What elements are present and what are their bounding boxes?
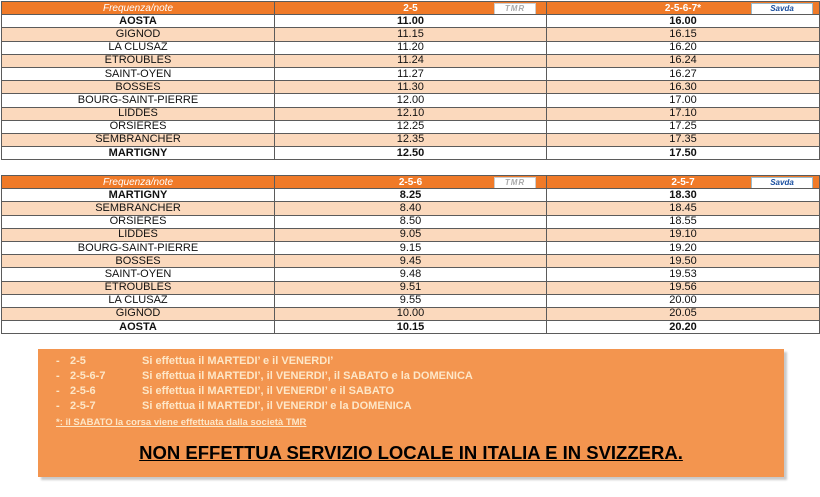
stop-name: GIGNOD bbox=[2, 307, 275, 320]
stop-name: GIGNOD bbox=[2, 28, 275, 41]
stop-name: MARTIGNY bbox=[2, 147, 275, 160]
note-line: - 2-5-7 Si effettua il MARTEDI’, il VENERDI’ e la DOMENICA bbox=[56, 400, 412, 412]
departure-time: 9.05 bbox=[275, 228, 547, 241]
departure-time: 16.20 bbox=[547, 41, 820, 54]
departure-time: 9.55 bbox=[275, 294, 547, 307]
departure-time: 20.05 bbox=[547, 307, 820, 320]
savda-logo: Savda bbox=[751, 177, 813, 189]
stop-name: BOSSES bbox=[2, 81, 275, 94]
tmr-logo: TMR bbox=[494, 177, 536, 189]
departure-time: 8.50 bbox=[275, 215, 547, 228]
departure-time: 19.20 bbox=[547, 241, 820, 254]
table-row bbox=[2, 107, 820, 120]
tmr-saturday-note: *: il SABATO la corsa viene effettuata dalla società TMR bbox=[56, 417, 307, 428]
table-row bbox=[2, 147, 820, 160]
stop-name: ORSIERES bbox=[2, 215, 275, 228]
departure-time: 11.30 bbox=[275, 81, 547, 94]
table-row bbox=[2, 307, 820, 320]
stop-name: LIDDES bbox=[2, 228, 275, 241]
departure-time: 12.25 bbox=[275, 120, 547, 133]
stop-name: LA CLUSAZ bbox=[2, 41, 275, 54]
table-row bbox=[2, 81, 820, 94]
savda-logo: Savda bbox=[751, 3, 813, 15]
table-row bbox=[2, 321, 820, 334]
tmr-logo: TMR bbox=[494, 3, 536, 15]
departure-time: 16.27 bbox=[547, 67, 820, 80]
stop-name: ORSIERES bbox=[2, 120, 275, 133]
departure-time: 17.00 bbox=[547, 94, 820, 107]
departure-time: 17.25 bbox=[547, 120, 820, 133]
departure-time: 20.00 bbox=[547, 294, 820, 307]
table-row bbox=[2, 202, 820, 215]
table-row bbox=[2, 94, 820, 107]
header-days-col2: 2-5-6 TMR bbox=[275, 176, 547, 189]
stop-name: SAINT-OYEN bbox=[2, 67, 275, 80]
departure-time: 18.45 bbox=[547, 202, 820, 215]
table-row bbox=[2, 67, 820, 80]
header-days-col3: 2-5-6-7* Savda bbox=[547, 2, 820, 15]
departure-time: 10.15 bbox=[275, 321, 547, 334]
stop-name: ETROUBLES bbox=[2, 54, 275, 67]
departure-time: 11.20 bbox=[275, 41, 547, 54]
table-row bbox=[2, 15, 820, 28]
table-row bbox=[2, 255, 820, 268]
note-line: - 2-5 Si effettua il MARTEDI’ e il VENERDI’ bbox=[56, 355, 334, 367]
table-row bbox=[2, 54, 820, 67]
no-local-service-notice: NON EFFETTUA SERVIZIO LOCALE IN ITALIA E IN SVIZZERA. bbox=[139, 442, 683, 463]
table-row bbox=[2, 228, 820, 241]
table-row bbox=[2, 28, 820, 41]
stop-name: SAINT-OYEN bbox=[2, 268, 275, 281]
stop-name: LA CLUSAZ bbox=[2, 294, 275, 307]
departure-time: 11.00 bbox=[275, 15, 547, 28]
departure-time: 9.15 bbox=[275, 241, 547, 254]
departure-time: 16.00 bbox=[547, 15, 820, 28]
stop-name: BOSSES bbox=[2, 255, 275, 268]
departure-time: 11.24 bbox=[275, 54, 547, 67]
departure-time: 16.15 bbox=[547, 28, 820, 41]
departure-time: 12.00 bbox=[275, 94, 547, 107]
departure-time: 9.48 bbox=[275, 268, 547, 281]
table-row bbox=[2, 215, 820, 228]
departure-time: 12.10 bbox=[275, 107, 547, 120]
note-line: - 2-5-6-7 Si effettua il MARTEDI’, il VENERDI’, il SABATO e la DOMENICA bbox=[56, 370, 473, 382]
timetable-aosta-martigny bbox=[1, 1, 820, 160]
table-row bbox=[2, 120, 820, 133]
notes-box bbox=[38, 349, 784, 477]
departure-time: 11.27 bbox=[275, 67, 547, 80]
header-row bbox=[2, 176, 820, 189]
departure-time: 8.25 bbox=[275, 189, 547, 202]
departure-time: 18.55 bbox=[547, 215, 820, 228]
table-row bbox=[2, 133, 820, 146]
departure-time: 16.30 bbox=[547, 81, 820, 94]
departure-time: 11.15 bbox=[275, 28, 547, 41]
timetable-martigny-aosta bbox=[1, 175, 820, 334]
header-row bbox=[2, 2, 820, 15]
table-row bbox=[2, 268, 820, 281]
note-line: - 2-5-6 Si effettua il MARTEDI’, il VENERDI’ e il SABATO bbox=[56, 385, 395, 397]
departure-time: 17.35 bbox=[547, 133, 820, 146]
header-frequency-label: Frequenza/note bbox=[2, 2, 275, 15]
stop-name: MARTIGNY bbox=[2, 189, 275, 202]
departure-time: 20.20 bbox=[547, 321, 820, 334]
stop-name: LIDDES bbox=[2, 107, 275, 120]
stop-name: AOSTA bbox=[2, 321, 275, 334]
departure-time: 19.50 bbox=[547, 255, 820, 268]
departure-time: 19.53 bbox=[547, 268, 820, 281]
stop-name: BOURG-SAINT-PIERRE bbox=[2, 241, 275, 254]
table-row bbox=[2, 294, 820, 307]
stop-name: BOURG-SAINT-PIERRE bbox=[2, 94, 275, 107]
header-days-col3: 2-5-7 Savda bbox=[547, 176, 820, 189]
stop-name: SEMBRANCHER bbox=[2, 202, 275, 215]
departure-time: 17.50 bbox=[547, 147, 820, 160]
table-row bbox=[2, 281, 820, 294]
stop-name: SEMBRANCHER bbox=[2, 133, 275, 146]
departure-time: 18.30 bbox=[547, 189, 820, 202]
stop-name: AOSTA bbox=[2, 15, 275, 28]
departure-time: 16.24 bbox=[547, 54, 820, 67]
table-row bbox=[2, 241, 820, 254]
departure-time: 9.45 bbox=[275, 255, 547, 268]
departure-time: 17.10 bbox=[547, 107, 820, 120]
departure-time: 9.51 bbox=[275, 281, 547, 294]
table-row bbox=[2, 189, 820, 202]
header-frequency-label: Frequenza/note bbox=[2, 176, 275, 189]
departure-time: 12.50 bbox=[275, 147, 547, 160]
table-row bbox=[2, 41, 820, 54]
header-days-col2: 2-5 TMR bbox=[275, 2, 547, 15]
departure-time: 19.56 bbox=[547, 281, 820, 294]
departure-time: 12.35 bbox=[275, 133, 547, 146]
departure-time: 10.00 bbox=[275, 307, 547, 320]
departure-time: 8.40 bbox=[275, 202, 547, 215]
departure-time: 19.10 bbox=[547, 228, 820, 241]
stop-name: ETROUBLES bbox=[2, 281, 275, 294]
